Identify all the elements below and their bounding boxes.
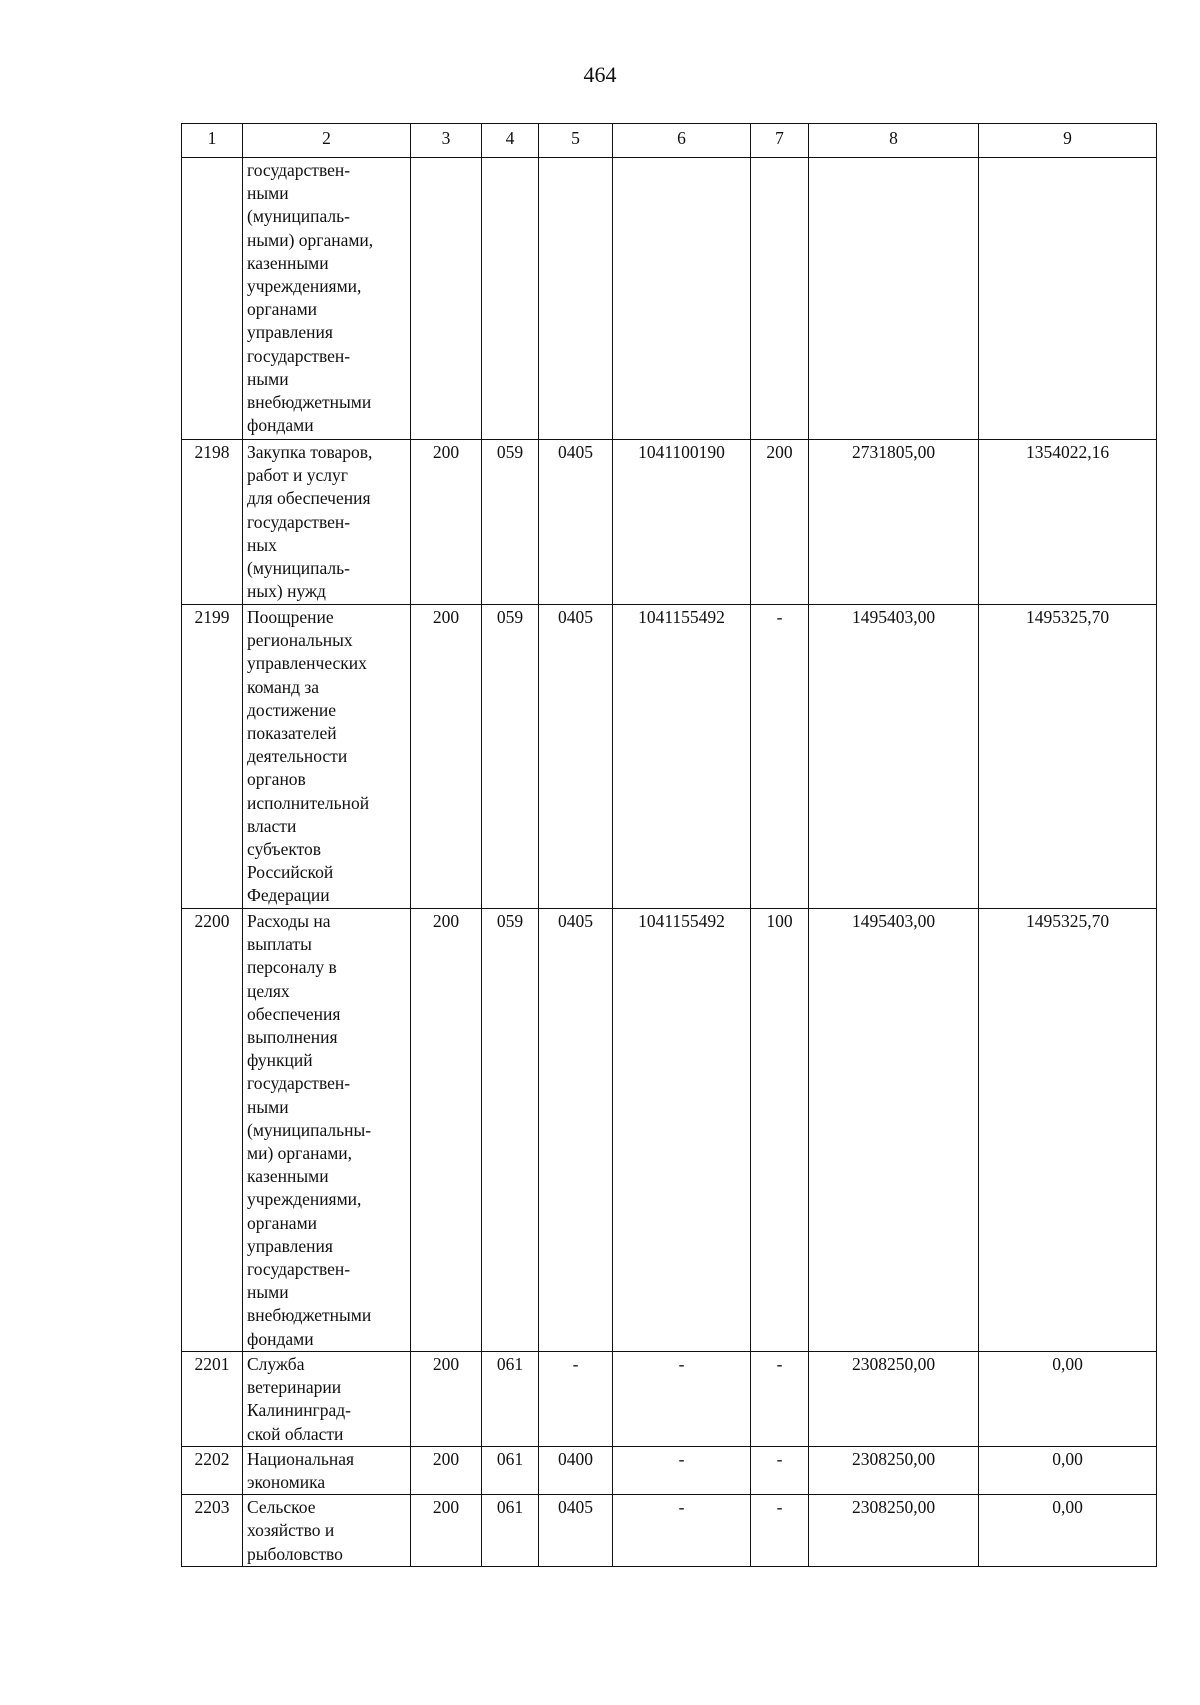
- table-row: [182, 440, 1157, 605]
- cell-col8: 2308250,00: [809, 1495, 979, 1567]
- row-description: Поощрение региональных управленческих команд за достижение показателей деятельности органов исполнительной власти субъектов Российской Федерации: [243, 605, 411, 909]
- cell-col6: 1041155492: [613, 605, 751, 909]
- header-row: [182, 124, 1157, 158]
- cell-col8: 2308250,00: [809, 1446, 979, 1494]
- cell-col4: 061: [482, 1495, 539, 1567]
- row-number: [182, 158, 243, 440]
- cell-col7: -: [751, 605, 809, 909]
- cell-col8: 2731805,00: [809, 440, 979, 605]
- budget-table: [181, 123, 1157, 1567]
- cell-col7: 200: [751, 440, 809, 605]
- cell-col3: 200: [411, 1352, 482, 1447]
- cell-col6: 1041100190: [613, 440, 751, 605]
- column-header: 8: [809, 124, 979, 158]
- cell-col5: [539, 158, 613, 440]
- page-number: 464: [583, 62, 617, 87]
- cell-col3: 200: [411, 605, 482, 909]
- cell-col7: -: [751, 1495, 809, 1567]
- cell-col8: 1495403,00: [809, 605, 979, 909]
- row-number: 2200: [182, 909, 243, 1352]
- cell-col5: 0405: [539, 605, 613, 909]
- column-header: 2: [243, 124, 411, 158]
- cell-col5: -: [539, 1352, 613, 1447]
- column-header: 1: [182, 124, 243, 158]
- row-description: Сельское хозяйство и рыболовство: [243, 1495, 411, 1567]
- cell-col5: 0405: [539, 1495, 613, 1567]
- cell-col7: -: [751, 1352, 809, 1447]
- row-number: 2202: [182, 1446, 243, 1494]
- cell-col9: 0,00: [979, 1495, 1157, 1567]
- row-number: 2199: [182, 605, 243, 909]
- cell-col6: [613, 158, 751, 440]
- cell-col4: 061: [482, 1446, 539, 1494]
- cell-col9: 0,00: [979, 1352, 1157, 1447]
- cell-col8: 1495403,00: [809, 909, 979, 1352]
- table-row: [182, 158, 1157, 440]
- cell-col3: 200: [411, 909, 482, 1352]
- row-number: 2203: [182, 1495, 243, 1567]
- cell-col4: 059: [482, 440, 539, 605]
- cell-col9: 1354022,16: [979, 440, 1157, 605]
- cell-col4: 059: [482, 909, 539, 1352]
- cell-col9: 1495325,70: [979, 909, 1157, 1352]
- cell-col7: [751, 158, 809, 440]
- row-description: Служба ветеринарии Калининград- ской области: [243, 1352, 411, 1447]
- cell-col4: 061: [482, 1352, 539, 1447]
- column-header: 3: [411, 124, 482, 158]
- cell-col7: -: [751, 1446, 809, 1494]
- column-header: 9: [979, 124, 1157, 158]
- cell-col6: -: [613, 1352, 751, 1447]
- cell-col3: 200: [411, 1495, 482, 1567]
- cell-col9: 0,00: [979, 1446, 1157, 1494]
- cell-col3: [411, 158, 482, 440]
- table-row: [182, 909, 1157, 1352]
- cell-col5: 0405: [539, 909, 613, 1352]
- cell-col6: -: [613, 1495, 751, 1567]
- row-description: государствен- ными (муниципаль- ными) органами, казенными учреждениями, органами управления государствен- ными внебюджетными фондами: [243, 158, 411, 440]
- cell-col4: 059: [482, 605, 539, 909]
- cell-col5: 0400: [539, 1446, 613, 1494]
- row-description: Закупка товаров, работ и услуг для обеспечения государствен- ных (муниципаль- ных) нужд: [243, 440, 411, 605]
- cell-col3: 200: [411, 440, 482, 605]
- cell-col8: [809, 158, 979, 440]
- cell-col6: -: [613, 1446, 751, 1494]
- cell-col6: 1041155492: [613, 909, 751, 1352]
- cell-col9: 1495325,70: [979, 605, 1157, 909]
- cell-col4: [482, 158, 539, 440]
- cell-col8: 2308250,00: [809, 1352, 979, 1447]
- row-number: 2201: [182, 1352, 243, 1447]
- row-description: Национальная экономика: [243, 1446, 411, 1494]
- cell-col7: 100: [751, 909, 809, 1352]
- column-header: 6: [613, 124, 751, 158]
- column-header: 4: [482, 124, 539, 158]
- column-header: 5: [539, 124, 613, 158]
- cell-col3: 200: [411, 1446, 482, 1494]
- table-row: [182, 1446, 1157, 1494]
- cell-col5: 0405: [539, 440, 613, 605]
- table-row: [182, 1495, 1157, 1567]
- row-number: 2198: [182, 440, 243, 605]
- column-header: 7: [751, 124, 809, 158]
- table-row: [182, 1352, 1157, 1447]
- row-description: Расходы на выплаты персоналу в целях обеспечения выполнения функций государствен- ными (муниципальны- ми) органами, казенными учреждениями, органами управления государствен- ными внебюджетными фондами: [243, 909, 411, 1352]
- cell-col9: [979, 158, 1157, 440]
- table-row: [182, 605, 1157, 909]
